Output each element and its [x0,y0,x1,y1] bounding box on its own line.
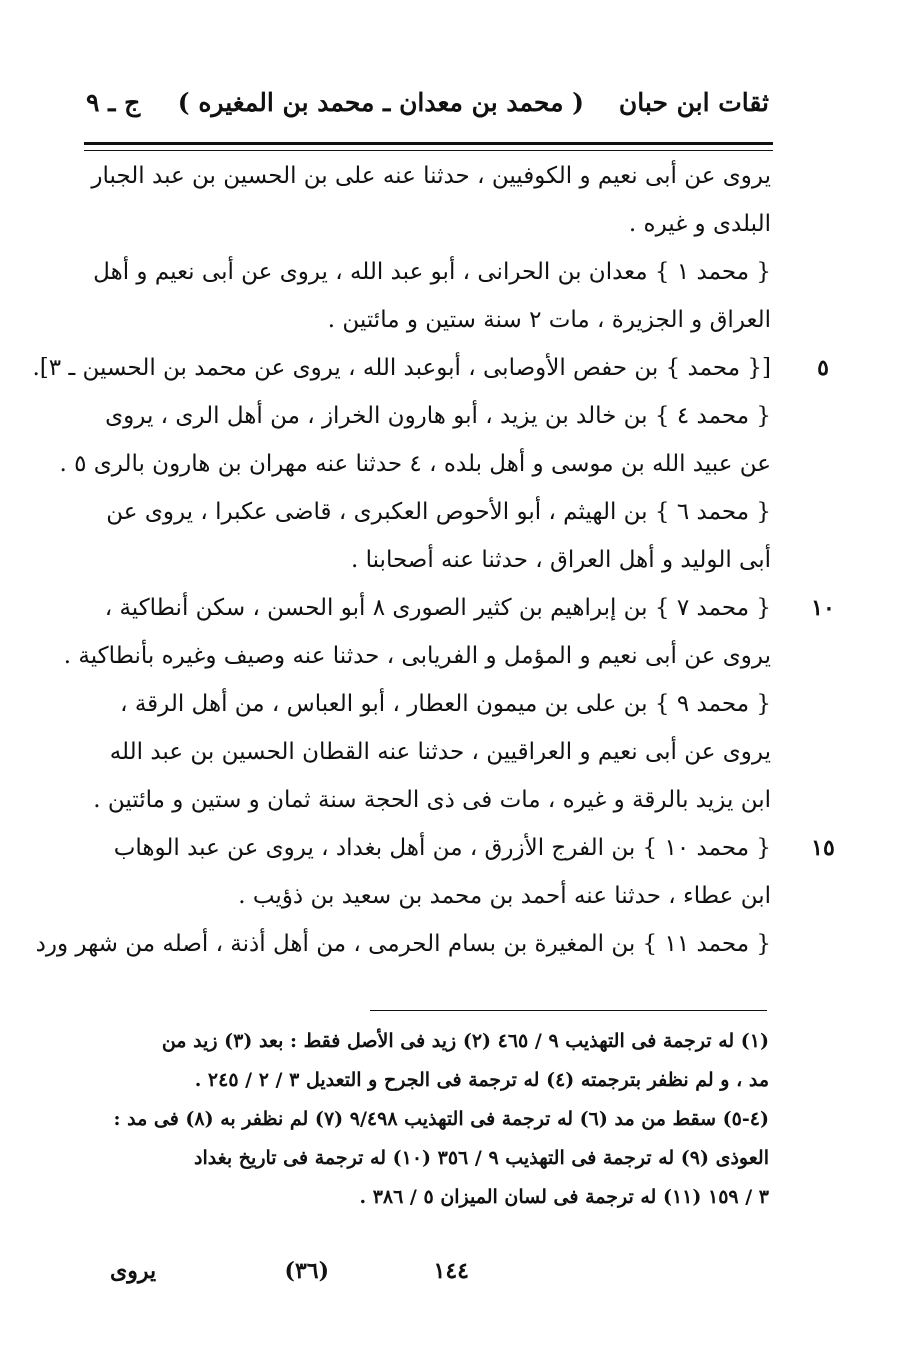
text-line: { محمد ١ } معدان بن الحرانى ، أبو عبد الله ، يروى عن أبى نعيم و أهل [93,259,771,285]
text-line: { محمد ٤ } بن خالد بن يزيد ، أبو هارون الخراز ، من أهل الرى ، يروى [105,403,771,429]
text-line: { محمد ٩ } بن على بن ميمون العطار ، أبو العباس ، من أهل الرقة ، [120,691,771,717]
section-range: ( محمد بن معدان ـ محمد بن المغيره ) [177,88,584,117]
text-line-content: { محمد ١٠ } بن الفرج الأزرق ، من أهل بغداد ، يروى عن عبد الوهاب [113,835,771,861]
footnote-line: (١) له ترجمة فى التهذيب ٩ / ٤٦٥ (٢) زيد فى الأصل فقط : بعد (٣) زيد من [161,1030,769,1052]
footnotes [96,1022,769,1217]
book-title: ثقات ابن حبان [618,88,769,117]
line-number: ٥ [817,355,829,381]
text-line: العراق و الجزيرة ، مات ٢ سنة ستين و مائتين . [327,307,771,333]
line-number: ١٠ [811,595,835,621]
text-line: { محمد ١١ } بن المغيرة بن بسام الحرمى ، من أهل أذنة ، أصله من شهر ورد [35,931,771,957]
line-number: ١٥ [811,835,835,861]
text-line: ابن يزيد بالرقة و غيره ، مات فى ذى الحجة سنة ثمان و ستين و مائتين . [93,787,771,813]
text-line-content: [{ محمد } بن حفص الأوصابى ، أبوعبد الله ، يروى عن محمد بن الحسين ـ ٣]. [32,355,771,381]
header-rule [84,142,773,151]
text-line: يروى عن أبى نعيم و المؤمل و الفريابى ، حدثنا عنه وصيف وغيره بأنطاكية . [63,643,771,669]
footnote-rule [370,1010,767,1011]
catchword: يروى [110,1258,157,1284]
text-line: البلدى و غيره . [628,211,771,237]
footnote-line: مد ، و لم نظفر بترجمته (٤) له ترجمة فى الجرح و التعديل ٣ / ٢ / ٢٤٥ . [194,1069,769,1091]
text-line: أبى الوليد و أهل العراق ، حدثنا عنه أصحابنا . [350,547,771,573]
text-line [86,584,835,632]
text-line: عن عبيد الله بن موسى و أهل بلده ، ٤ حدثنا عنه مهران بن هارون بالرى ٥ . [59,451,771,477]
running-header [86,88,769,134]
text-block [32,152,835,968]
text-line: يروى عن أبى نعيم و العراقيين ، حدثنا عنه القطان الحسين بن عبد الله [109,739,771,765]
text-line: ابن عطاء ، حدثنا عنه أحمد بن محمد بن سعيد بن ذؤيب . [238,883,771,909]
page-footer [110,1258,769,1298]
footnote-line: ٣ / ١٥٩ (١١) له ترجمة فى لسان الميزان ٥ / ٣٨٦ . [359,1186,769,1208]
footnote-line: العوذى (٩) له ترجمة فى التهذيب ٩ / ٣٥٦ (١٠) له ترجمة فى تاريخ بغداد [193,1147,769,1169]
text-line [86,824,835,872]
text-line: { محمد ٦ } بن الهيثم ، أبو الأحوص العكبرى ، قاضى عكبرا ، يروى عن [106,499,771,525]
text-line [32,344,829,392]
footnote-line: (٤-٥) سقط من مد (٦) له ترجمة فى التهذيب ٩/٤٩٨ (٧) لم نظفر به (٨) فى مد : [113,1108,769,1130]
text-line: يروى عن أبى نعيم و الكوفيين ، حدثنا عنه على بن الحسين بن عبد الجبار [91,163,771,189]
page-number: ١٤٤ [433,1258,469,1284]
text-line-content: { محمد ٧ } بن إبراهيم بن كثير الصورى ٨ أبو الحسن ، سكن أنطاكية ، [104,595,771,621]
signature-mark: (٣٦) [284,1258,329,1284]
volume-number: ج ـ ٩ [86,88,141,117]
main-text [32,152,835,968]
